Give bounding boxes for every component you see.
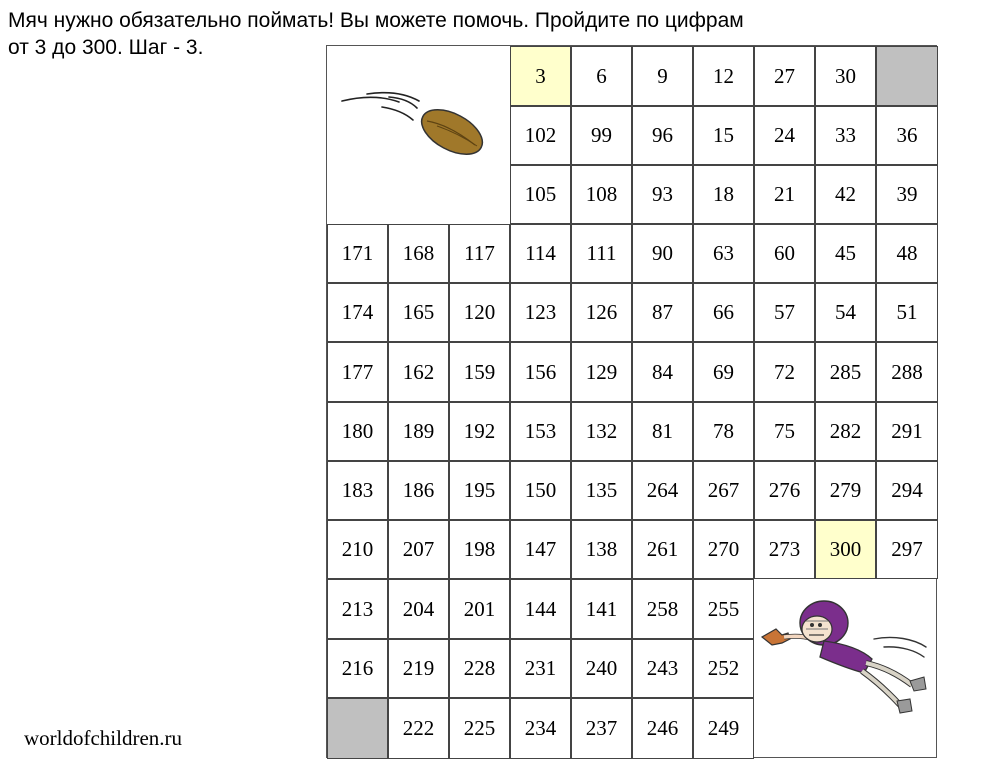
number-cell[interactable]: 156	[510, 342, 571, 402]
number-cell[interactable]: 213	[327, 579, 388, 639]
number-cell[interactable]: 279	[815, 461, 876, 520]
number-cell[interactable]: 171	[327, 224, 388, 283]
number-cell[interactable]: 234	[510, 698, 571, 759]
number-cell[interactable]: 150	[510, 461, 571, 520]
number-cell[interactable]: 69	[693, 342, 754, 402]
finish-cell[interactable]: 300	[815, 520, 876, 579]
number-cell[interactable]: 72	[754, 342, 815, 402]
number-cell[interactable]: 147	[510, 520, 571, 579]
number-cell[interactable]: 129	[571, 342, 632, 402]
number-cell[interactable]: 9	[632, 46, 693, 106]
number-cell[interactable]: 24	[754, 106, 815, 165]
number-cell[interactable]: 105	[510, 165, 571, 224]
number-cell[interactable]: 6	[571, 46, 632, 106]
number-cell[interactable]: 291	[876, 402, 938, 461]
number-cell[interactable]: 66	[693, 283, 754, 342]
number-cell[interactable]: 246	[632, 698, 693, 759]
catching-player-art	[754, 577, 937, 758]
number-cell[interactable]: 126	[571, 283, 632, 342]
number-cell[interactable]: 51	[876, 283, 938, 342]
number-cell[interactable]: 78	[693, 402, 754, 461]
blocked-cell	[876, 46, 938, 106]
number-cell[interactable]: 57	[754, 283, 815, 342]
number-cell[interactable]: 219	[388, 639, 449, 698]
start-cell[interactable]: 3	[510, 46, 571, 106]
number-cell[interactable]: 42	[815, 165, 876, 224]
number-cell[interactable]: 84	[632, 342, 693, 402]
number-cell[interactable]: 123	[510, 283, 571, 342]
number-cell[interactable]: 99	[571, 106, 632, 165]
number-cell[interactable]: 45	[815, 224, 876, 283]
number-cell[interactable]: 273	[754, 520, 815, 579]
number-cell[interactable]: 75	[754, 402, 815, 461]
number-cell[interactable]: 96	[632, 106, 693, 165]
number-cell[interactable]: 48	[876, 224, 938, 283]
number-cell[interactable]: 252	[693, 639, 754, 698]
number-cell[interactable]: 12	[693, 46, 754, 106]
number-cell[interactable]: 159	[449, 342, 510, 402]
number-cell[interactable]: 168	[388, 224, 449, 283]
number-cell[interactable]: 102	[510, 106, 571, 165]
number-cell[interactable]: 267	[693, 461, 754, 520]
number-cell[interactable]: 216	[327, 639, 388, 698]
blocked-cell	[327, 698, 388, 759]
number-cell[interactable]: 186	[388, 461, 449, 520]
number-cell[interactable]: 81	[632, 402, 693, 461]
football-ball-icon	[327, 46, 510, 224]
instructions-text: Мяч нужно обязательно поймать! Вы можете помочь. Пройдите по цифрам от 3 до 300. Шаг - 3.	[8, 9, 744, 59]
number-cell[interactable]: 162	[388, 342, 449, 402]
number-cell[interactable]: 228	[449, 639, 510, 698]
number-cell[interactable]: 30	[815, 46, 876, 106]
number-cell[interactable]: 27	[754, 46, 815, 106]
number-cell[interactable]: 180	[327, 402, 388, 461]
number-cell[interactable]: 225	[449, 698, 510, 759]
number-cell[interactable]: 144	[510, 579, 571, 639]
number-cell[interactable]: 222	[388, 698, 449, 759]
number-cell[interactable]: 249	[693, 698, 754, 759]
number-cell[interactable]: 210	[327, 520, 388, 579]
number-cell[interactable]: 132	[571, 402, 632, 461]
number-cell[interactable]: 174	[327, 283, 388, 342]
number-cell[interactable]: 117	[449, 224, 510, 283]
number-cell[interactable]: 120	[449, 283, 510, 342]
number-cell[interactable]: 183	[327, 461, 388, 520]
number-cell[interactable]: 135	[571, 461, 632, 520]
number-maze-board	[326, 45, 937, 758]
number-cell[interactable]: 282	[815, 402, 876, 461]
site-credit: worldofchildren.ru	[24, 726, 183, 750]
number-cell[interactable]: 90	[632, 224, 693, 283]
number-cell[interactable]: 18	[693, 165, 754, 224]
number-cell[interactable]: 114	[510, 224, 571, 283]
number-cell[interactable]: 39	[876, 165, 938, 224]
number-cell[interactable]: 237	[571, 698, 632, 759]
number-cell[interactable]: 111	[571, 224, 632, 283]
number-cell[interactable]: 165	[388, 283, 449, 342]
number-cell[interactable]: 255	[693, 579, 754, 639]
number-cell[interactable]: 207	[388, 520, 449, 579]
number-cell[interactable]: 153	[510, 402, 571, 461]
number-cell[interactable]: 294	[876, 461, 938, 520]
number-cell[interactable]: 93	[632, 165, 693, 224]
number-cell[interactable]: 240	[571, 639, 632, 698]
number-cell[interactable]: 258	[632, 579, 693, 639]
number-cell[interactable]: 15	[693, 106, 754, 165]
number-cell[interactable]: 87	[632, 283, 693, 342]
number-cell[interactable]: 297	[876, 520, 938, 579]
number-cell[interactable]: 177	[327, 342, 388, 402]
number-cell[interactable]: 108	[571, 165, 632, 224]
number-cell[interactable]: 141	[571, 579, 632, 639]
number-cell[interactable]: 60	[754, 224, 815, 283]
number-cell[interactable]: 192	[449, 402, 510, 461]
number-cell[interactable]: 288	[876, 342, 938, 402]
number-cell[interactable]: 63	[693, 224, 754, 283]
number-cell[interactable]: 198	[449, 520, 510, 579]
number-cell[interactable]: 276	[754, 461, 815, 520]
number-cell[interactable]: 138	[571, 520, 632, 579]
number-cell[interactable]: 201	[449, 579, 510, 639]
number-cell[interactable]: 195	[449, 461, 510, 520]
number-cell[interactable]: 36	[876, 106, 938, 165]
number-cell[interactable]: 33	[815, 106, 876, 165]
number-cell[interactable]: 21	[754, 165, 815, 224]
football-player-catching-icon	[754, 577, 937, 758]
number-cell[interactable]: 204	[388, 579, 449, 639]
number-cell[interactable]: 243	[632, 639, 693, 698]
number-cell[interactable]: 270	[693, 520, 754, 579]
number-cell[interactable]: 264	[632, 461, 693, 520]
flying-ball-art	[327, 46, 510, 224]
number-cell[interactable]: 189	[388, 402, 449, 461]
number-cell[interactable]: 54	[815, 283, 876, 342]
number-cell[interactable]: 261	[632, 520, 693, 579]
number-cell[interactable]: 285	[815, 342, 876, 402]
number-cell[interactable]: 231	[510, 639, 571, 698]
